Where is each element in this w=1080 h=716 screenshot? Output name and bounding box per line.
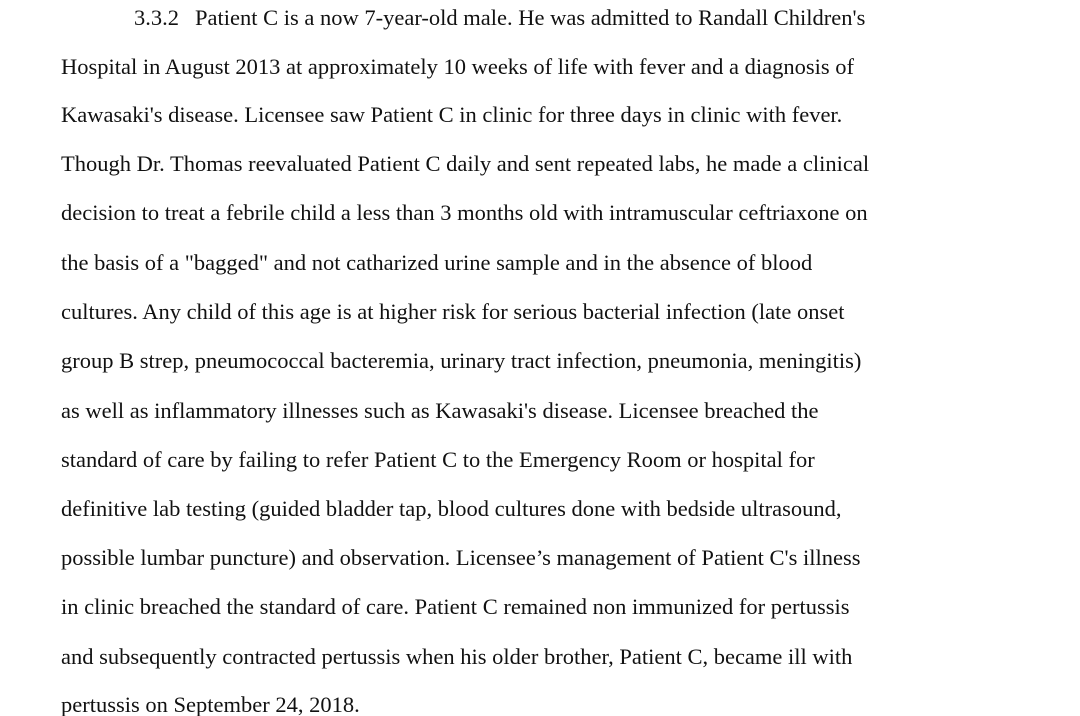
paragraph-line-9: as well as inflammatory illnesses such as Kawasaki's disease. Licensee breached the <box>61 398 819 423</box>
section-number: 3.3.2 <box>134 5 179 30</box>
paragraph-line-4: Though Dr. Thomas reevaluated Patient C daily and sent repeated labs, he made a clinical <box>61 151 870 176</box>
paragraph-line-15: pertussis on September 24, 2018. <box>61 692 360 716</box>
paragraph-line-10: standard of care by failing to refer Patient C to the Emergency Room or hospital for <box>61 447 815 472</box>
paragraph-line-1 <box>134 3 865 33</box>
paragraph-line-3: Kawasaki's disease. Licensee saw Patient C in clinic for three days in clinic with fever. <box>61 102 843 127</box>
paragraph-line-12: possible lumbar puncture) and observation. Licensee’s management of Patient C's illness <box>61 545 861 570</box>
paragraph-line-5: decision to treat a febrile child a less than 3 months old with intramuscular ceftriaxone on <box>61 200 868 225</box>
paragraph-line-11: definitive lab testing (guided bladder tap, blood cultures done with bedside ultrasound, <box>61 496 842 521</box>
paragraph-line-13: in clinic breached the standard of care. Patient C remained non immunized for pertussis <box>61 594 850 619</box>
paragraph-line-7: cultures. Any child of this age is at higher risk for serious bacterial infection (late onset <box>61 299 845 324</box>
paragraph-line-14: and subsequently contracted pertussis when his older brother, Patient C, became ill with <box>61 644 853 669</box>
paragraph-line-8: group B strep, pneumococcal bacteremia, urinary tract infection, pneumonia, meningitis) <box>61 348 862 373</box>
line-text: Patient C is a now 7-year-old male. He was admitted to Randall Children's <box>195 5 866 30</box>
paragraph-line-6: the basis of a "bagged" and not catharized urine sample and in the absence of blood <box>61 250 813 275</box>
paragraph-line-2: Hospital in August 2013 at approximately 10 weeks of life with fever and a diagnosis of <box>61 54 854 79</box>
